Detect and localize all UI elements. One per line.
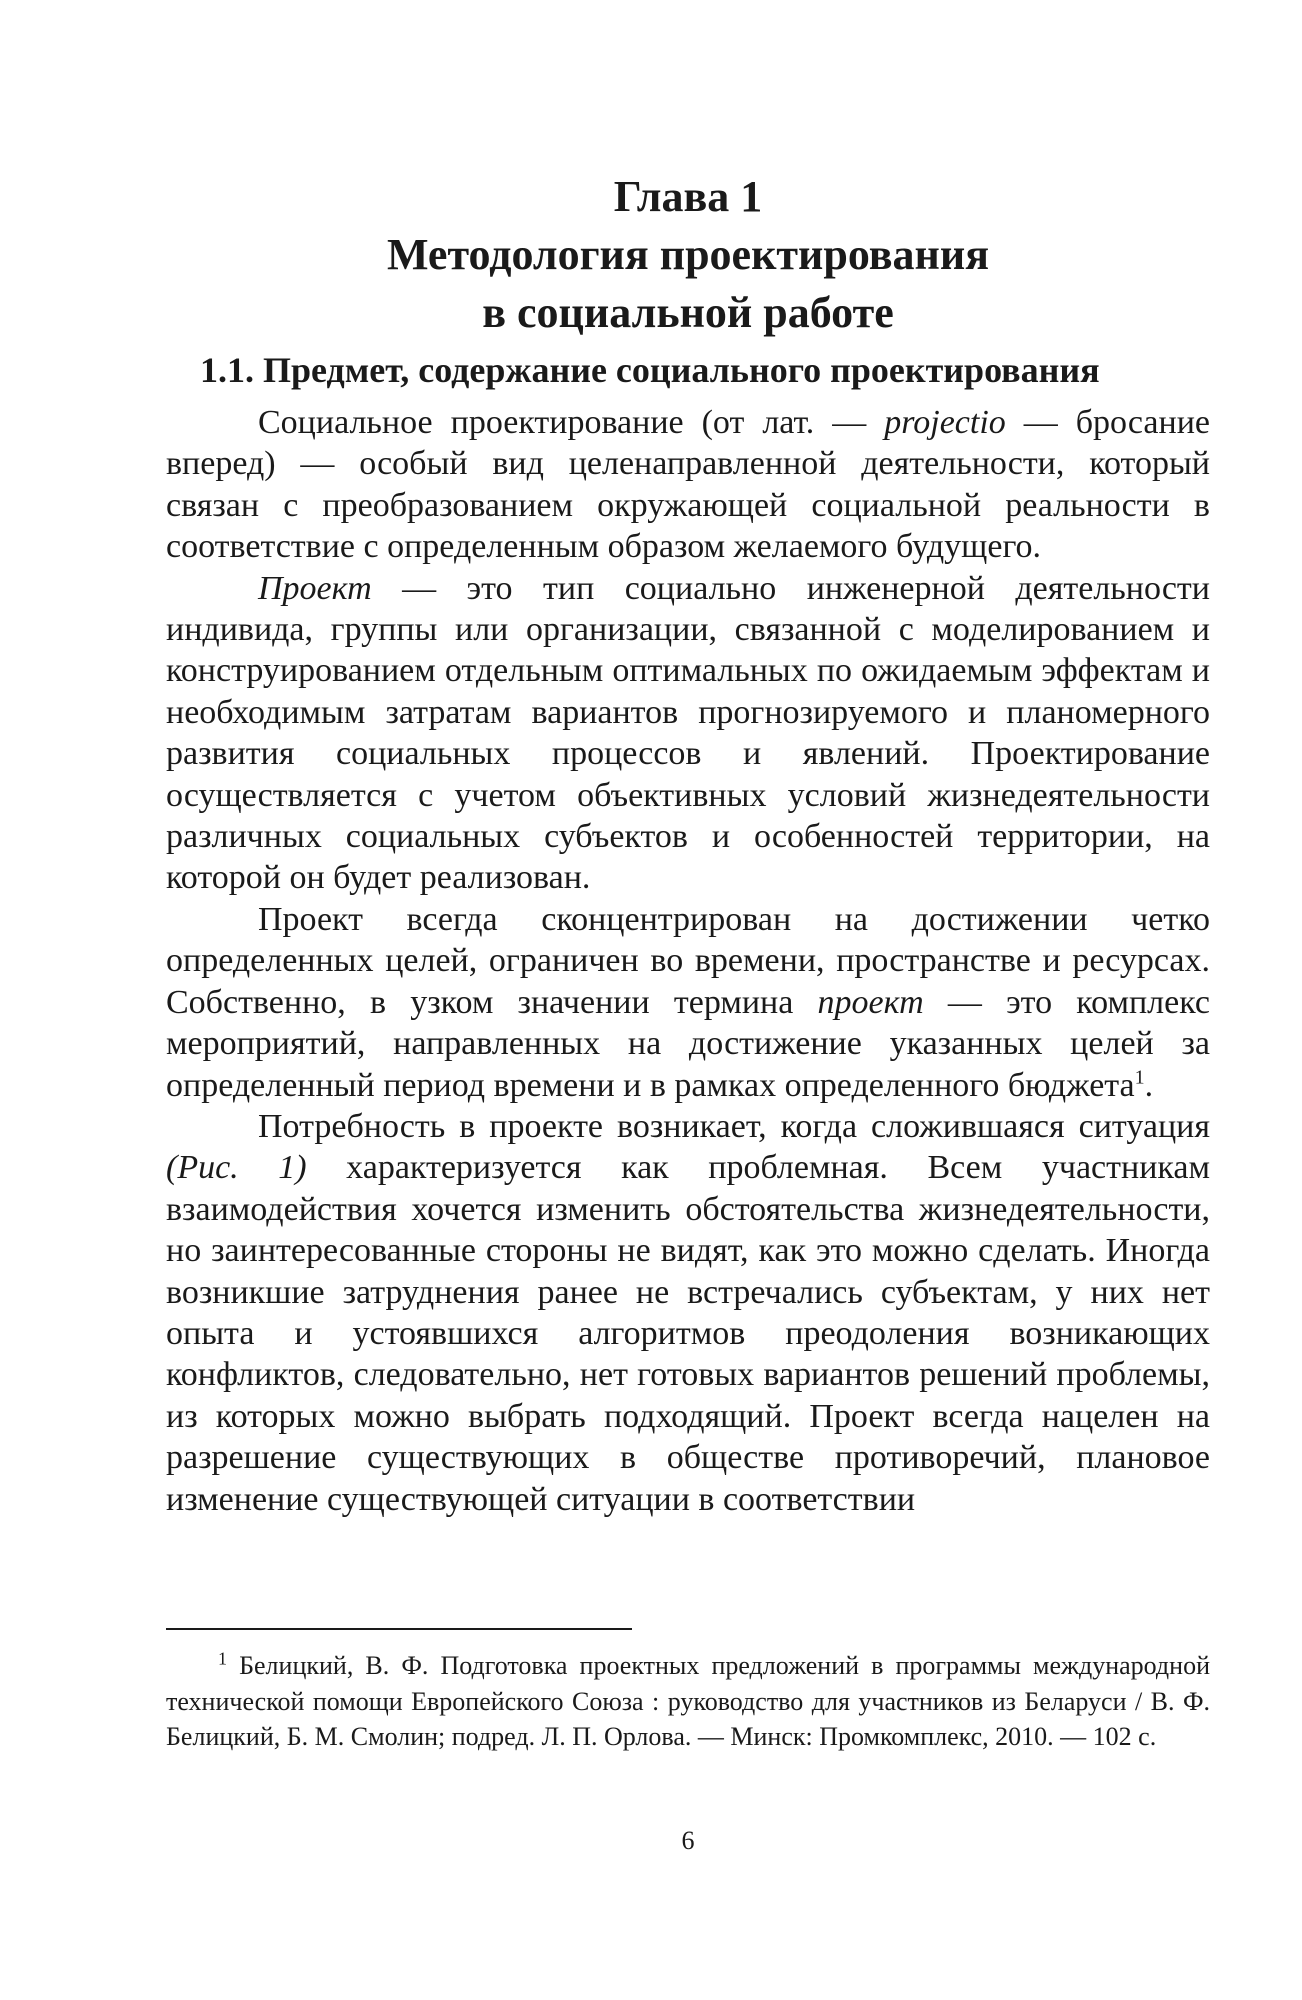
paragraph-2-text: — это тип социально инженерной деятельности индивида, группы или организации, связанной с моделированием и конструированием отдельным оптимальных по ожидаемым эффектам и необходимым затратам вариантов прогнозируемого и планомерного развития социальных процессов и явлений. Проектирование осуществляется с учетом объективных условий жизнедеятельности различных социальных субъектов и особенностей территории, на которой он будет реализован. (166, 569, 1210, 897)
paragraph-3-end: . (1144, 1066, 1154, 1104)
paragraph-4-text-b: характеризуется как проблемная. Всем участникам взаимодействия хочется изменить обстоятельства жизнедеятельности, но заинтересованные стороны не видят, как это можно сделать. Иногда возникшие затруднения ранее не встречались субъектам, у них нет опыта и устоявшихся алгоритмов преодоления возникающих конфликтов, следовательно, нет готовых вариантов решений проблемы, из которых можно выбрать подходящий. Проект всегда нацелен на разрешение существующих в обществе противоречий, плановое изменение существующей ситуации в соответствии (166, 1149, 1210, 1518)
term-projectio: projectio (884, 404, 1006, 441)
term-project: Проект (258, 569, 372, 607)
footnote-divider (166, 1628, 632, 1630)
paragraph-4-text-a: Потребность в проекте возникает, когда сложившаяся ситуация (258, 1107, 1210, 1145)
paragraph-1-text-b: — бросание вперед) — особый вид целенаправленной деятельности, который связан с преобразованием окружающей социальной реальности в соответствие с определенным образом желаемого будущего. (166, 404, 1210, 566)
paragraph-3-text-a: Проект всегда сконцентрирован на достижении четко определенных целей, ограничен во времени, пространстве и ресурсах. Собственно, в узком значении термина (166, 900, 1210, 1021)
section-heading: 1.1. Предмет, содержание социального проектирования (200, 350, 1100, 390)
paragraph-1 (166, 402, 1210, 568)
paragraph-4 (166, 1106, 1210, 1520)
footnote-text: Белицкий, В. Ф. Подготовка проектных предложений в программы международной технической помощи Европейского Союза : руководство для участников из Беларуси / В. Ф. Белицкий, Б. М. Смолин; подред. Л. П. Орлова. — Минск: Промкомплекс, 2010. — 102 с. (166, 1651, 1210, 1751)
footnote (166, 1648, 1210, 1755)
chapter-heading (166, 168, 1210, 342)
term-project-narrow: проект (817, 983, 924, 1021)
figure-reference: (Рис. 1) (166, 1149, 307, 1187)
paragraph-2 (166, 568, 1210, 899)
chapter-title-line-1: Методология проектирования (386, 230, 990, 279)
paragraph-1-text-a: Социальное проектирование (от лат. — (258, 404, 885, 441)
chapter-number: Глава 1 (613, 172, 763, 221)
body-text (166, 402, 1210, 1520)
chapter-title-line-2: в социальной работе (482, 288, 894, 337)
page-number: 6 (681, 1826, 695, 1855)
paragraph-3-text-b: — это комплекс мероприятий, направленных на достижение указанных целей за определенный период времени и в рамках определенного бюджета (166, 983, 1210, 1104)
book-page (166, 0, 1210, 2000)
paragraph-3 (166, 899, 1210, 1106)
footnote-reference[interactable]: 1 (1134, 1066, 1145, 1089)
footnote-mark: 1 (218, 1648, 227, 1669)
